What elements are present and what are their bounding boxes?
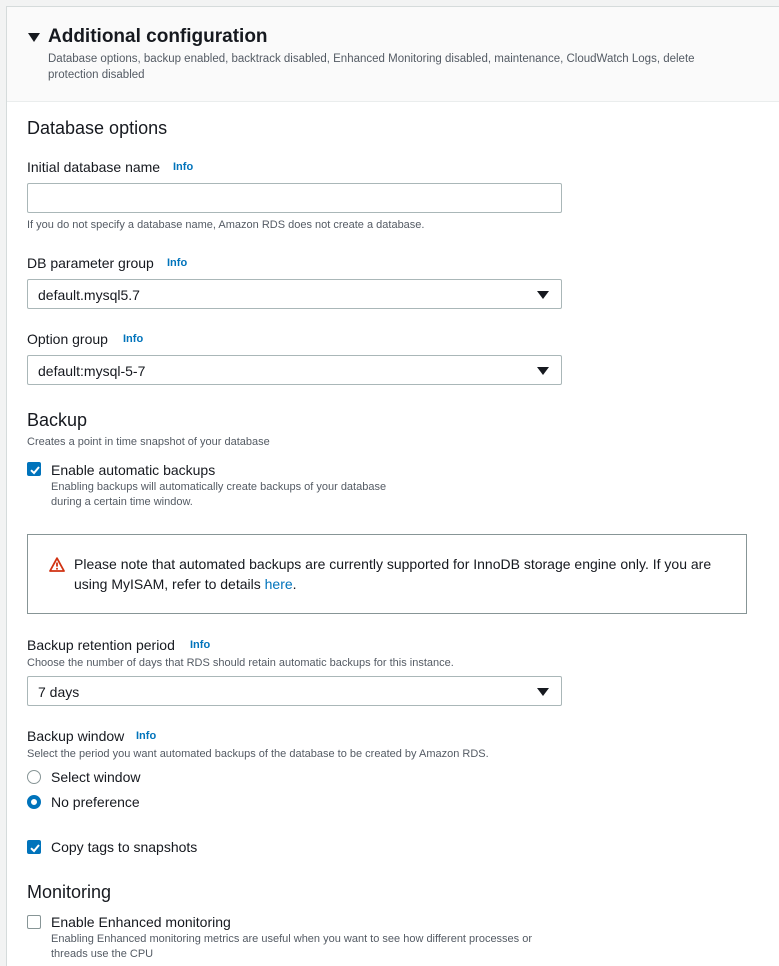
parameter-group-label: DB parameter group — [27, 255, 154, 271]
check-icon — [29, 464, 41, 476]
retention-hint: Choose the number of days that RDS should retain automatic backups for this instance. — [27, 657, 454, 669]
radio-no-preference[interactable] — [27, 795, 41, 809]
check-icon — [29, 842, 41, 854]
section-heading-database-options: Database options — [27, 118, 168, 138]
alert-message: Please note that automated backups are currently supported for InnoDB storage engine only. If you are using MyISAM, refer to details — [74, 556, 712, 592]
backup-subheading: Creates a point in time snapshot of your database — [27, 436, 270, 448]
enable-backups-label[interactable]: Enable automatic backups — [51, 462, 216, 478]
radio-select-window[interactable] — [27, 770, 41, 784]
innodb-warning-alert — [27, 534, 747, 614]
option-group-label: Option group — [27, 331, 108, 347]
parameter-group-select[interactable] — [27, 279, 562, 309]
copy-tags-checkbox[interactable] — [27, 840, 41, 854]
backup-window-info-link[interactable]: Info — [136, 730, 157, 742]
option-group-select[interactable] — [27, 355, 562, 385]
alert-period: . — [292, 576, 297, 592]
alert-text — [74, 554, 724, 594]
radio-no-preference-label[interactable]: No preference — [51, 794, 140, 810]
details-link[interactable]: here — [264, 576, 293, 592]
option-group-info-link[interactable]: Info — [123, 333, 144, 345]
copy-tags-label[interactable]: Copy tags to snapshots — [51, 839, 198, 855]
caret-down-icon[interactable] — [28, 33, 40, 42]
db-name-info-link[interactable]: Info — [173, 161, 194, 173]
backup-window-label: Backup window — [27, 728, 125, 744]
retention-select[interactable] — [27, 676, 562, 706]
enhanced-monitoring-label[interactable]: Enable Enhanced monitoring — [51, 914, 231, 930]
parameter-group-info-link[interactable]: Info — [167, 257, 188, 269]
enable-backups-checkbox[interactable] — [27, 462, 41, 476]
retention-info-link[interactable]: Info — [190, 639, 211, 651]
enable-backups-description: Enabling backups will automatically create backups of your database during a certain time window. — [51, 481, 387, 508]
chevron-down-icon — [537, 291, 549, 299]
option-group-value: default:mysql-5-7 — [38, 363, 146, 379]
chevron-down-icon — [537, 367, 549, 375]
chevron-down-icon — [537, 688, 549, 696]
section-heading-monitoring: Monitoring — [27, 882, 112, 902]
retention-value: 7 days — [38, 684, 80, 700]
panel-header[interactable] — [7, 7, 779, 102]
warning-icon — [49, 557, 65, 572]
panel-title[interactable]: Additional configuration — [48, 26, 268, 47]
db-name-hint: If you do not specify a database name, Amazon RDS does not create a database. — [27, 219, 425, 231]
additional-configuration-panel — [6, 6, 779, 966]
parameter-group-value: default.mysql5.7 — [38, 287, 140, 303]
db-name-label: Initial database name — [27, 159, 161, 175]
enhanced-monitoring-checkbox[interactable] — [27, 915, 41, 929]
db-name-input[interactable] — [27, 183, 562, 213]
backup-window-hint: Select the period you want automated backups of the database to be created by Amazon RDS. — [27, 748, 489, 760]
retention-label: Backup retention period — [27, 637, 175, 653]
enhanced-monitoring-description: Enabling Enhanced monitoring metrics are useful when you want to see how different processes or threads use the CPU — [51, 933, 533, 960]
section-heading-backup: Backup — [27, 410, 88, 430]
radio-select-window-label[interactable]: Select window — [51, 769, 141, 785]
panel-description: Database options, backup enabled, backtrack disabled, Enhanced Monitoring disabled, maintenance, CloudWatch Logs, delete protection disabled — [48, 53, 695, 81]
